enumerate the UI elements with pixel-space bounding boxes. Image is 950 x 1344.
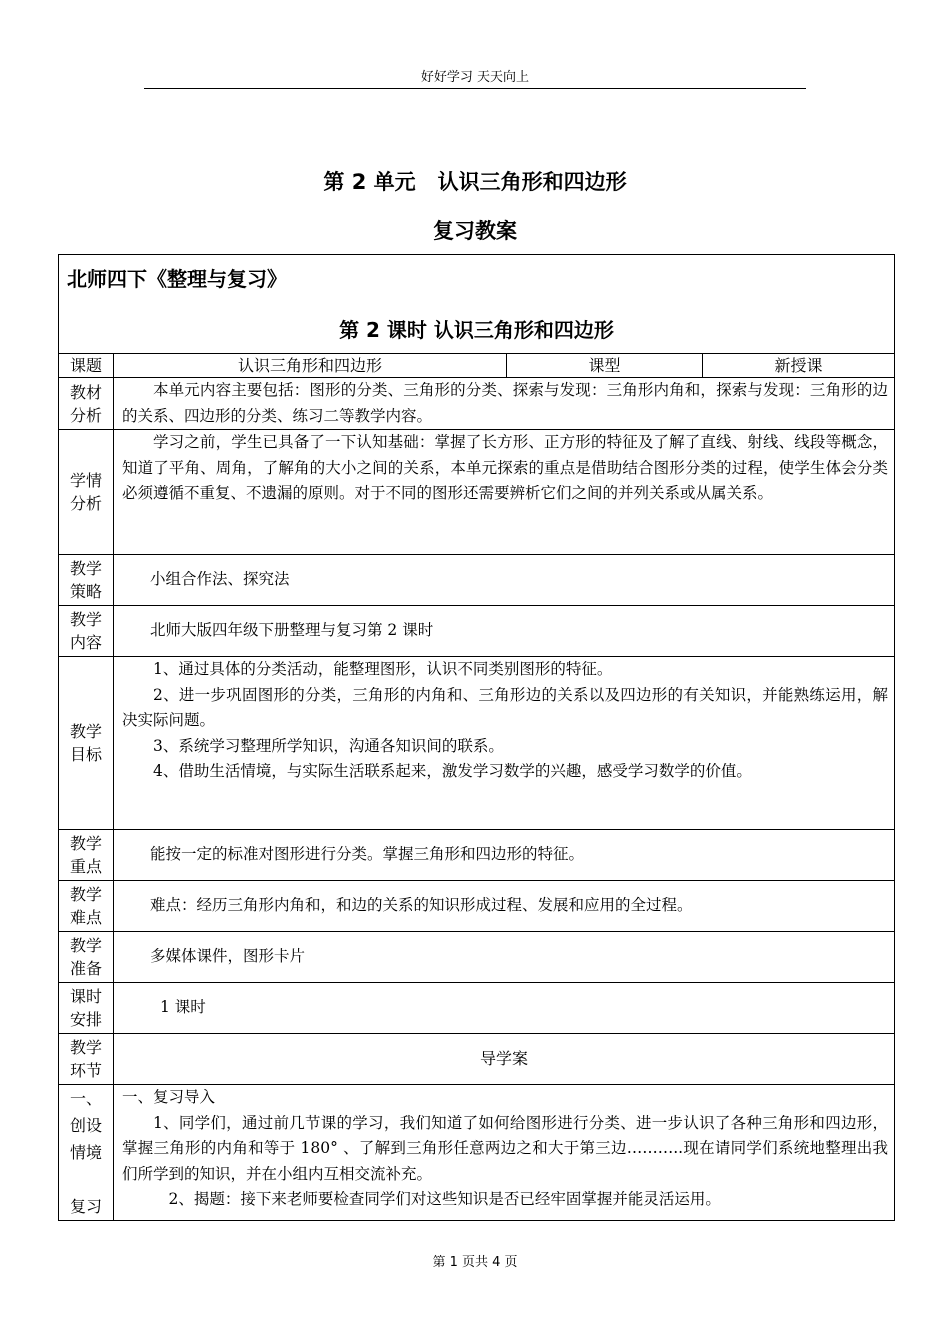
type-label: 课型: [507, 354, 703, 378]
topic-value: 认识三角形和四边形: [114, 354, 507, 378]
goals-list: [114, 657, 895, 830]
stage-value: 导学案: [114, 1034, 895, 1085]
content-label: 教学 内容: [59, 606, 114, 657]
stage-label: 教学 环节: [59, 1034, 114, 1085]
key-label: 教学 重点: [59, 830, 114, 881]
page-footer: 第 1 页共 4 页: [432, 1255, 518, 1270]
intro-label: 一、 创设 情境 复习: [59, 1085, 114, 1221]
material-label: 教材 分析: [59, 378, 114, 430]
intro-paragraph-1: 1、同学们，通过前几节课的学习，我们知道了如何给图形进行分类、进一步认识了各种三角形和四边形，掌握三角形的内角和等于 180° 、了解到三角形任意两边之和大于第三边………..现在请同学们系统地整理出我们所学到的知识，并在小组内互相交流补充。: [122, 1113, 888, 1183]
strategy-value: 小组合作法、探究法: [114, 555, 895, 606]
schedule-label: 课时 安排: [59, 983, 114, 1034]
intro-content: [114, 1085, 895, 1221]
schedule-value: 1 课时: [114, 983, 895, 1034]
content-value: 北师大版四年级下册整理与复习第 2 课时: [114, 606, 895, 657]
goal-item: 3、系统学习整理所学知识，沟通各知识间的联系。: [153, 736, 504, 755]
unit-title: 第 2 单元 认识三角形和四边形: [323, 170, 627, 194]
doc-title: 复习教案: [433, 219, 517, 243]
prep-label: 教学 准备: [59, 932, 114, 983]
course-name: 北师四下《整理与复习》: [67, 267, 287, 291]
goals-label: 教学 目标: [59, 657, 114, 830]
goal-item: 4、借助生活情境，与实际生活联系起来，激发学习数学的兴趣，感受学习数学的价值。: [153, 762, 752, 780]
lesson-plan-table: [58, 254, 895, 1221]
table-title-cell: [59, 255, 895, 354]
strategy-label: 教学 策略: [59, 555, 114, 606]
goal-item: 2、进一步巩固图形的分类，三角形的内角和、三角形边的关系以及四边形的有关知识，并能熟练运用，解决实际问题。: [122, 685, 888, 729]
page-header: 好好学习 天天向上: [420, 70, 530, 85]
type-value: 新授课: [703, 354, 895, 378]
topic-label: 课题: [59, 354, 114, 378]
prep-value: 多媒体课件，图形卡片: [114, 932, 895, 983]
goal-item: 1、通过具体的分类活动，能整理图形，认识不同类别图形的特征。: [153, 660, 613, 678]
lesson-title: 第 2 课时 认识三角形和四边形: [339, 318, 614, 342]
difficulty-value: 难点：经历三角形内角和，和边的关系的知识形成过程、发展和应用的全过程。: [114, 881, 895, 932]
header-divider: [144, 88, 806, 89]
intro-heading: 一、复习导入: [122, 1088, 216, 1106]
student-analysis: 学习之前，学生已具备了一下认知基础：掌握了长方形、正方形的特征及了解了直线、射线、线段等概念，知道了平角、周角，了解角的大小之间的关系，本单元探索的重点是借助结合图形分类的过程，使学生体会分类必须遵循不重复、不遗漏的原则。对于不同的图形还需要辨析它们之间的并列关系或从属关系。: [114, 430, 895, 555]
difficulty-label: 教学 难点: [59, 881, 114, 932]
intro-paragraph-2: 2、揭题：接下来老师要检查同学们对这些知识是否已经牢固掌握并能灵活运用。: [168, 1190, 721, 1208]
student-label: 学情 分析: [59, 430, 114, 555]
material-analysis: 本单元内容主要包括：图形的分类、三角形的分类、探索与发现：三角形内角和，探索与发现：三角形的边的关系、四边形的分类、练习二等教学内容。: [114, 378, 895, 430]
key-value: 能按一定的标准对图形进行分类。掌握三角形和四边形的特征。: [114, 830, 895, 881]
